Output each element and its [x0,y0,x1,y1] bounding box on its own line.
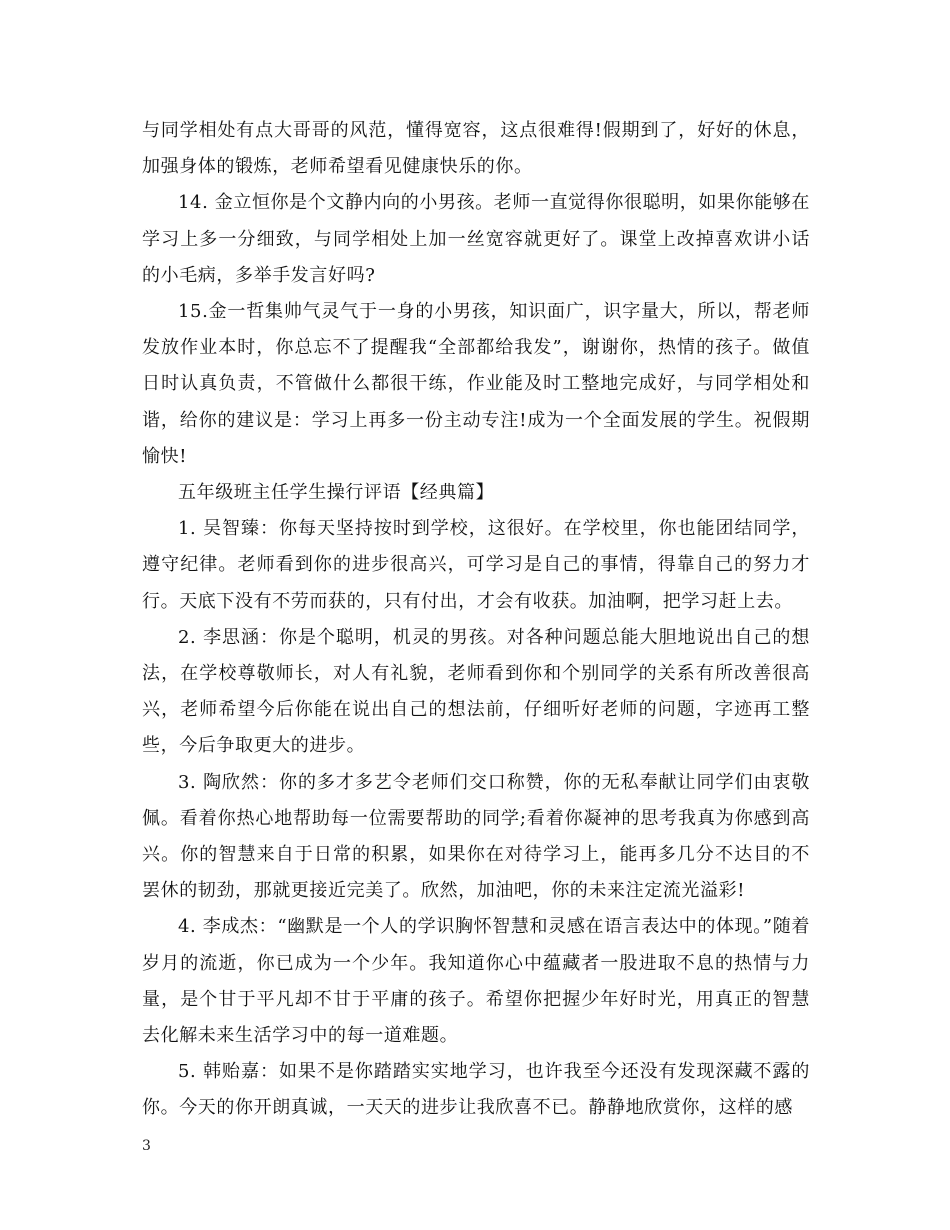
paragraph-comment-15: 15.金一哲集帅气灵气于一身的小男孩，知识面广，识字量大，所以，帮老师发放作业本时，你总忘不了提醒我“全部都给我发”，谢谢你，热情的孩子。做值日时认真负责，不管做什么都很干练，作业能及时工整地完成好，与同学相处和谐，给你的建议是：学习上再多一份主动专注!成为一个全面发展的学生。祝假期愉快! [142,301,810,467]
paragraph-comment-5: 5. 韩贻嘉：如果不是你踏踏实实地学习，也许我至今还没有发现深藏不露的你。今天的你开朗真诚，一天天的进步让我欣喜不已。静静地欣赏你，这样的感 [142,1061,810,1119]
paragraph-comment-3: 3. 陶欣然：你的多才多艺令老师们交口称赞，你的无私奉献让同学们由衷敬佩。看着你热心地帮助每一位需要帮助的同学;看着你凝神的思考我真为你感到高兴。你的智慧来自于日常的积累，如果你在对待学习上，能再多几分不达目的不罢休的韧劲，那就更接近完美了。欣然，加油吧，你的未来注定流光溢彩! [142,771,810,902]
paragraph-comment-1: 1. 吴智臻：你每天坚持按时到学校，这很好。在学校里，你也能团结同学，遵守纪律。老师看到你的进步很高兴，可学习是自己的事情，得靠自己的努力才行。天底下没有不劳而获的，只有付出，才会有收获。加油啊，把学习赶上去。 [142,518,810,612]
paragraph-comment-2: 2. 李思涵：你是个聪明，机灵的男孩。对各种问题总能大胆地说出自己的想法，在学校尊敬师长，对人有礼貌，老师看到你和个别同学的关系有所改善很高兴，老师希望今后你能在说出自己的想法前，仔细听好老师的问题，字迹再工整些，今后争取更大的进步。 [142,626,810,757]
paragraph-comment-4: 4. 李成杰：“幽默是一个人的学识胸怀智慧和灵感在语言表达中的体现。”随着岁月的流逝，你已成为一个少年。我知道你心中蕴藏者一股进取不息的热情与力量，是个甘于平凡却不甘于平庸的孩子。希望你把握少年好时光，用真正的智慧去化解未来生活学习中的每一道难题。 [142,916,810,1047]
paragraph-continuation: 与同学相处有点大哥哥的风范，懂得宽容，这点很难得!假期到了，好好的休息，加强身体的锻炼，老师希望看见健康快乐的你。 [142,120,810,178]
section-heading: 五年级班主任学生操行评语【经典篇】 [178,482,495,504]
body-text [142,113,810,1127]
paragraph-comment-14: 14. 金立恒你是个文静内向的小男孩。老师一直觉得你很聪明，如果你能够在学习上多一分细致，与同学相处上加一丝宽容就更好了。课堂上改掉喜欢讲小话的小毛病，多举手发言好吗? [142,192,810,286]
page-number: 3 [142,1138,151,1154]
